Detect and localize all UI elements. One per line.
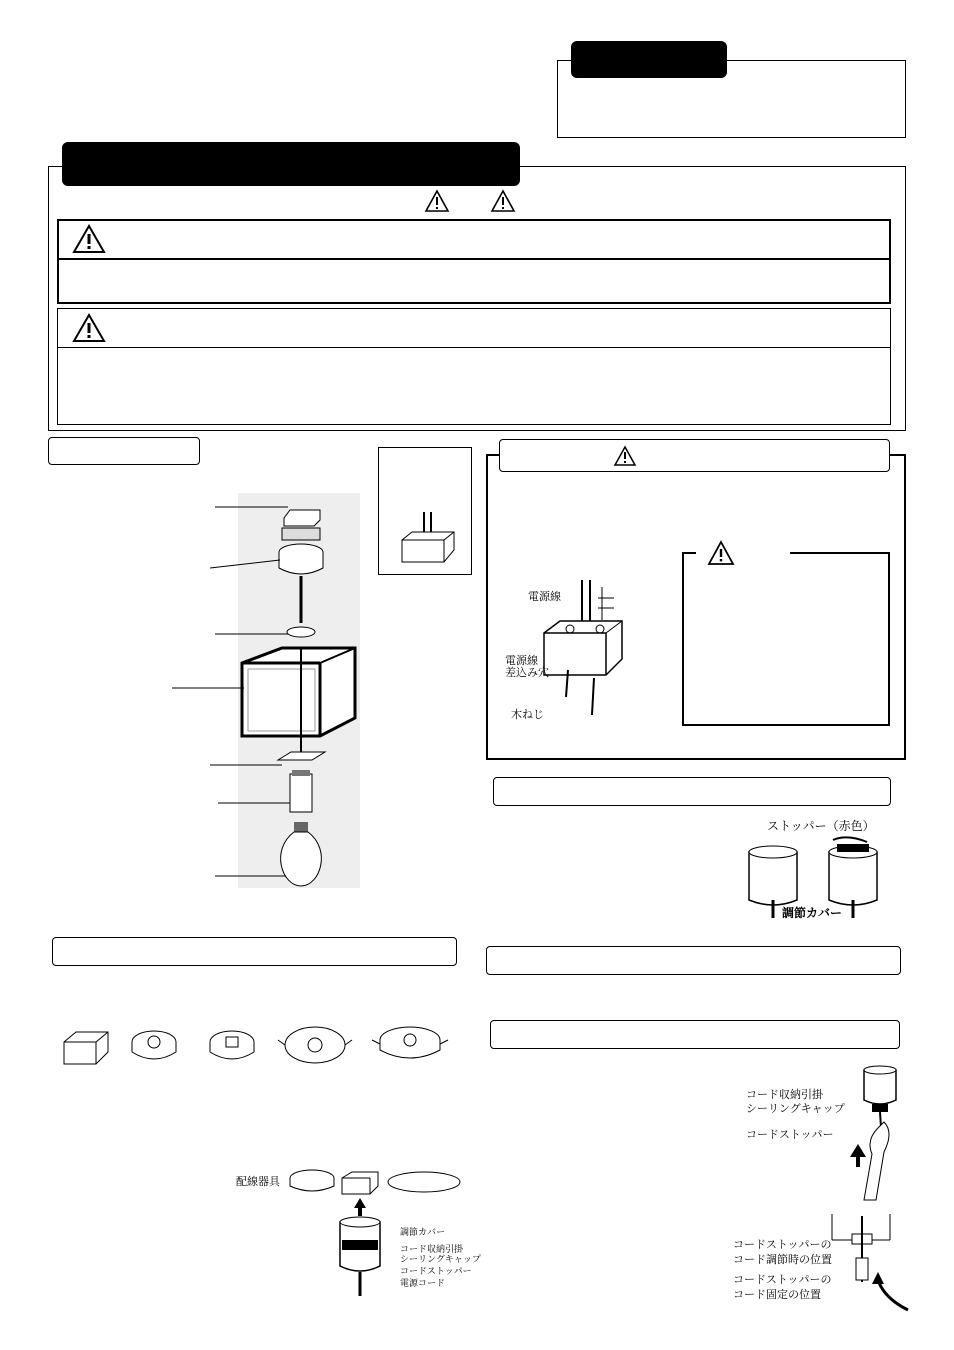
- label-bl-cord: 電源コード: [400, 1279, 446, 1289]
- label-wood-screw: 木ねじ: [511, 708, 544, 721]
- label-stopper-fixed-pos-line2: コード固定の位置: [733, 1288, 821, 1302]
- label-cord-cap: [746, 1089, 845, 1115]
- mounting-title-box: [499, 439, 890, 472]
- right-section-title-box-3: [490, 1020, 900, 1049]
- left-lower-title-box: [52, 937, 457, 966]
- label-stopper-adjust-pos: [733, 1239, 832, 1266]
- label-bl-stopper: コードストッパー: [400, 1267, 472, 1277]
- label-bl-cap-line2: シーリングキャップ: [400, 1254, 481, 1265]
- label-wiring-fixtures: 配線器具: [236, 1175, 280, 1188]
- label-stopper-adjust-pos-line1: コードストッパーの: [733, 1238, 832, 1251]
- label-power-wire: 電源線: [528, 590, 561, 603]
- label-wire-hole: [505, 655, 549, 679]
- label-cord-stopper: コードストッパー: [746, 1128, 834, 1141]
- label-stopper-fixed-pos-line1: コードストッパーの: [733, 1273, 832, 1286]
- label-stopper-fixed-pos: [733, 1274, 832, 1301]
- right-section-title-box-2: [486, 946, 901, 975]
- label-adjust-cover: 調節カバー: [782, 906, 843, 920]
- label-cord-cap-line2: シーリングキャップ: [746, 1102, 845, 1116]
- mounting-caution-box: [682, 552, 890, 726]
- cord-stopper-position-drawing: [820, 1210, 912, 1320]
- label-stopper-adjust-pos-line2: コード調節時の位置: [733, 1253, 832, 1267]
- label-bl-cover: 調節カバー: [400, 1228, 446, 1238]
- ceiling-fixture-types-drawing: [58, 1020, 448, 1075]
- mounting-warning-icon: [614, 446, 636, 466]
- label-stopper-red: ストッパー（赤色）: [767, 819, 875, 833]
- label-wire-hole-line1: 電源線: [505, 654, 538, 667]
- cord-storage-drawing: [840, 1062, 910, 1202]
- label-cord-cap-line1: コード収納引掛: [746, 1088, 823, 1101]
- adjust-title-box: [493, 777, 891, 806]
- label-wire-hole-line2: 差込み穴: [505, 666, 549, 680]
- label-bl-cap: [400, 1246, 481, 1266]
- mounting-caution-icon: [707, 540, 735, 566]
- label-bl-cap-line1: コード収納引掛: [400, 1245, 464, 1255]
